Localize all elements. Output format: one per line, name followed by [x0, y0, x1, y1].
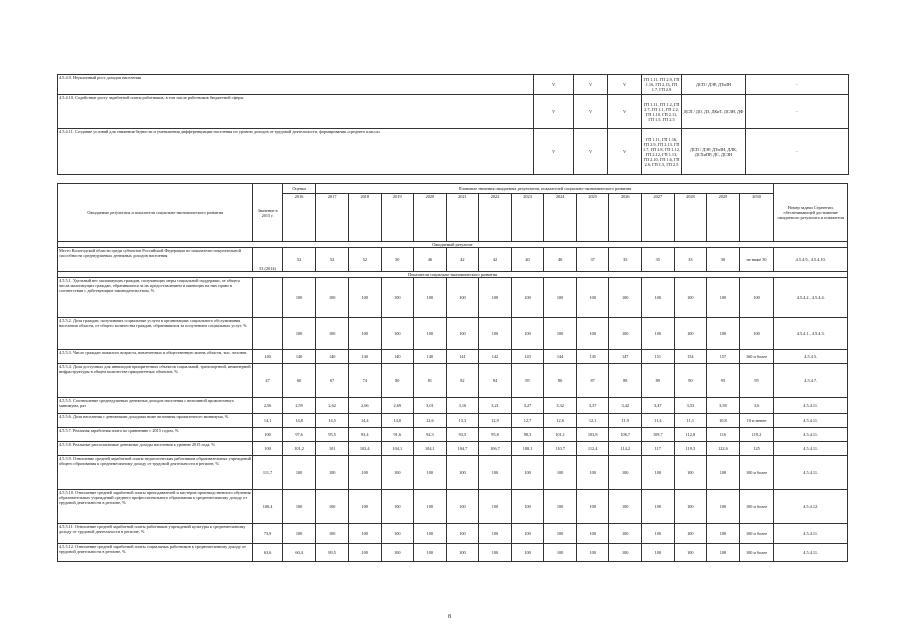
page-number: 8 — [448, 614, 451, 620]
check-mark: V — [574, 75, 608, 95]
year-value: 101 — [316, 442, 349, 456]
year-header: 2025 — [576, 194, 609, 242]
table-row — [58, 442, 848, 456]
indicator-label: 4.5.5.9. Отношение средней заработной платы педагогических работников образовательных учреждений общего образования к среднемесячному доходу от трудовой деятельности в регионе, % — [58, 456, 253, 490]
year-value: 2,69 — [381, 398, 414, 414]
year-value: 157 — [707, 350, 740, 364]
year-value: 100 — [674, 490, 707, 524]
year-value: 2,59 — [282, 398, 316, 414]
year-value: 119,2 — [739, 428, 774, 442]
year-header: 2027 — [642, 194, 675, 242]
table-row — [58, 364, 848, 398]
year-value: 119,3 — [674, 442, 707, 456]
year-value: 140 — [316, 350, 349, 364]
year-value: 60 — [282, 364, 316, 398]
year-value: 110,7 — [544, 442, 577, 456]
year-value: 3,37 — [576, 398, 609, 414]
indicator-label: 4.5.5.12. Отношение средней заработной платы социальных работников к среднемесячному доходу от трудовой деятельности в регионе, % — [58, 544, 253, 562]
year-value: 109,7 — [642, 428, 675, 442]
year-value: 140 — [282, 350, 316, 364]
year-value: 100 — [642, 544, 675, 562]
year-value: 100 — [707, 278, 740, 318]
year-value: 12,6 — [544, 414, 577, 428]
year-value: 100 — [479, 524, 512, 544]
indicator-label: 4.5.5.10. Отношение средней заработной платы преподавателей и мастеров производственного обучения образовательных учреждений среднего профессионального образования к среднемесячному доходу от трудовой деятельности в регионе, % — [58, 490, 253, 524]
year-value: 100 — [576, 544, 609, 562]
year-value: 100 — [282, 318, 316, 350]
year-value: 100 — [544, 278, 577, 318]
year-header: 2017 — [316, 194, 349, 242]
base-value: 73,9 — [253, 524, 282, 544]
year-value: 3,16 — [446, 398, 479, 414]
year-value: 140 — [414, 350, 447, 364]
year-value: 100 — [544, 544, 577, 562]
year-value: 100 — [282, 278, 316, 318]
task-number: 4.5.4.11. — [774, 428, 848, 442]
year-value: 100 — [674, 278, 707, 318]
year-value: 40 — [544, 248, 577, 272]
year-value: 106,7 — [609, 428, 642, 442]
year-value: 102,4 — [348, 442, 381, 456]
year-value: 100 — [316, 490, 349, 524]
indicators-table — [57, 183, 848, 562]
task-number: 4.5.4.7. — [774, 364, 848, 398]
year-value: 95,5 — [316, 428, 349, 442]
year-value: 100 — [609, 456, 642, 490]
year-value: 33 — [674, 248, 707, 272]
year-value: 100 — [479, 318, 512, 350]
year-value: 100 — [642, 524, 675, 544]
year-value: 52 — [348, 248, 381, 272]
year-value: 114,2 — [609, 442, 642, 456]
year-value: 100 — [348, 278, 381, 318]
indicator-label: 4.5.5.5. Соотношение среднедушевых денежных доходов населения с величиной прожиточного минимума, раз — [58, 398, 253, 414]
year-value: 100 — [576, 278, 609, 318]
year-value: 100 — [674, 524, 707, 544]
base-value: 63,6 — [253, 544, 282, 562]
table-row — [58, 278, 848, 318]
year-value: 90 — [674, 364, 707, 398]
table-row — [58, 428, 848, 442]
year-value: 35 — [642, 248, 675, 272]
indicator-label: 4.5.5.7. Реальная заработная плата по сравнению с 2015 годом, % — [58, 428, 253, 442]
year-value: 140 — [381, 350, 414, 364]
base-value: 2,56 — [253, 398, 282, 414]
year-value: 100 — [479, 456, 512, 490]
year-value: 100 — [381, 456, 414, 490]
year-value: 100 — [348, 456, 381, 490]
year-value: 100 — [479, 490, 512, 524]
year-value: 80 — [381, 364, 414, 398]
indicator-label: 4.5.5.4. Доля доступных для инвалидов приоритетных объектов социальной, транспортной, инженерной инфраструктуры в общем количестве приоритетных объектов, % — [58, 364, 253, 398]
check-mark: V — [534, 129, 574, 175]
year-header: 2019 — [381, 194, 414, 242]
year-value: 52 — [282, 248, 316, 272]
task-number: 4.5.4.11. — [774, 414, 848, 428]
year-value: 100 — [414, 318, 447, 350]
executors: ДСП / ДО, ДЗ, ДКиТ, ДСЗН, ДФ — [682, 95, 746, 129]
indicator-label: 4.5.5.3. Число граждан пожилого возраста, вовлеченных в общественную жизнь области, тыс. человек — [58, 350, 253, 364]
year-value: 82 — [446, 364, 479, 398]
base-value: 100 — [253, 428, 282, 442]
year-value: 100 — [316, 318, 349, 350]
goal-text: 4.5.4.9. Неуклонный рост доходов населения — [58, 75, 534, 95]
year-value: 144 — [544, 350, 577, 364]
year-value: 91,6 — [381, 428, 414, 442]
section-indicators: Показатели социально-экономического развития — [58, 272, 848, 278]
check-mark: V — [608, 75, 642, 95]
year-value: 100 — [446, 278, 479, 318]
indicator-label: 4.5.5.1. Удельный вес малоимущих граждан, получающих меры социальной поддержки, от общего числа малоимущих граждан, обратившихся за их предоставлением и имеющих на них право в соответствии с действующим законодательством, % — [58, 278, 253, 318]
table-row — [58, 490, 848, 524]
year-value: 100 — [739, 278, 774, 318]
year-value: 154 — [674, 350, 707, 364]
goal-row — [58, 129, 849, 175]
base-value: 14,1 — [253, 414, 282, 428]
year-value: 100 — [282, 456, 316, 490]
year-header: 2018 — [348, 194, 381, 242]
year-value: 100 — [544, 490, 577, 524]
task-dash: - — [746, 129, 849, 175]
table-row — [58, 524, 848, 544]
year-value: 74 — [348, 364, 381, 398]
year-value: 10,8 — [707, 414, 740, 428]
year-value: 98,3 — [511, 428, 544, 442]
year-value: 100 и более — [739, 524, 774, 544]
year-value: 100 — [446, 318, 479, 350]
goal-text: 4.5.4.11. Создание условий для снижения бедности и уменьшения дифференциации населения по уровню доходов от трудовой деятельности, формирования «среднего класса» — [58, 129, 534, 175]
base-value: 100,4 — [253, 490, 282, 524]
year-value: 100 — [446, 544, 479, 562]
year-value: 104,1 — [414, 442, 447, 456]
year-value: 100 — [674, 544, 707, 562]
year-value: 100 — [642, 278, 675, 318]
year-value: 100 — [707, 544, 740, 562]
year-value: 35 — [609, 248, 642, 272]
year-value: 100 и более — [739, 544, 774, 562]
year-value: 10 и менее — [739, 414, 774, 428]
goal-row — [58, 95, 849, 129]
year-value: 100 — [707, 456, 740, 490]
year-value: 52 — [316, 248, 349, 272]
year-value: 3,53 — [674, 398, 707, 414]
check-mark: V — [608, 95, 642, 129]
year-value: 11,1 — [674, 414, 707, 428]
table-row — [58, 456, 848, 490]
year-value: 3,47 — [642, 398, 675, 414]
year-value: 108,1 — [511, 442, 544, 456]
year-value: 101,1 — [544, 428, 577, 442]
year-value: 100 — [544, 524, 577, 544]
year-header: 2024 — [544, 194, 577, 242]
year-value: 100 — [381, 524, 414, 544]
year-value: 2,62 — [316, 398, 349, 414]
year-value: 100 — [511, 318, 544, 350]
year-header: 2020 — [414, 194, 447, 242]
program-list: ГП 1.11, ГП 1.2, ГП 2.7, ГП 1.1, ГП 2.2, ГП 1.10, ГП 2.11, ГП 1.5, ГП 2.5 — [642, 95, 682, 129]
task-number: 4.5.4.1., 4.5.4.3. — [774, 318, 848, 350]
year-value: 100 — [642, 456, 675, 490]
check-mark: V — [534, 75, 574, 95]
year-value: 100 — [609, 544, 642, 562]
year-value: 100 — [381, 318, 414, 350]
year-value: 140 — [348, 350, 381, 364]
year-value: 95,8 — [479, 428, 512, 442]
year-value: 100 — [446, 456, 479, 490]
year-value: 14,0 — [381, 414, 414, 428]
year-value: 100 — [674, 318, 707, 350]
year-value: 92,3 — [414, 428, 447, 442]
check-mark: V — [574, 95, 608, 129]
year-header: 2030 — [739, 194, 774, 242]
year-value: 89 — [642, 364, 675, 398]
year-value: 30 — [707, 248, 740, 272]
year-header: 2022 — [479, 194, 512, 242]
year-value: 101,2 — [282, 442, 316, 456]
base-value — [253, 278, 282, 318]
year-value: 100 — [381, 544, 414, 562]
year-value: 14,5 — [316, 414, 349, 428]
check-mark: V — [534, 95, 574, 129]
year-value: 104,1 — [381, 442, 414, 456]
task-number: 4.5.4.11. — [774, 524, 848, 544]
year-header: 2028 — [674, 194, 707, 242]
year-value: 100 — [707, 318, 740, 350]
task-number: 4.5.4.11. — [774, 398, 848, 414]
section-expected: Ожидаемый результат — [58, 242, 848, 248]
year-value: 100 — [576, 524, 609, 544]
header-indicator: Ожидаемые результаты и показатели социально-экономического развития — [58, 184, 253, 242]
year-value: 100 — [707, 490, 740, 524]
year-value: 100 — [674, 456, 707, 490]
year-value: 100 — [316, 456, 349, 490]
header-task-number: Номер задачи Стратегии, обеспечивающей достижение ожидаемого результата и показателя — [774, 184, 848, 242]
base-value: 53 (2014) — [253, 248, 282, 272]
year-value: 3,32 — [544, 398, 577, 414]
year-value: 100 — [414, 490, 447, 524]
year-value: 3,42 — [609, 398, 642, 414]
year-value: 3,01 — [414, 398, 447, 414]
table-row — [58, 414, 848, 428]
check-mark: V — [608, 129, 642, 175]
table-row — [58, 318, 848, 350]
goal-text: 4.5.4.10. Содействие росту заработной платы работников, в том числе работников бюджетной сферы — [58, 95, 534, 129]
year-value: 100 — [609, 278, 642, 318]
year-value: 88 — [609, 364, 642, 398]
year-value: 100 — [544, 318, 577, 350]
year-value: 100 — [348, 544, 381, 562]
year-value: 100 — [316, 524, 349, 544]
executors: ДСП / ДЭР, ДТиЗН, ДЛК, ДСХиПР, ДС, ДСЗН — [682, 129, 746, 175]
year-value: 125 — [739, 442, 774, 456]
year-value: 97,6 — [282, 428, 316, 442]
base-value: 111,7 — [253, 456, 282, 490]
year-value: 100 — [348, 490, 381, 524]
year-value: 95 — [739, 364, 774, 398]
year-value: 112,8 — [674, 428, 707, 442]
year-value: 100 и более — [739, 490, 774, 524]
table-row — [58, 350, 848, 364]
year-value: 100 — [511, 524, 544, 544]
year-value: 100 — [511, 456, 544, 490]
base-value: 140 — [253, 350, 282, 364]
year-value: 11,4 — [642, 414, 675, 428]
year-value: 100 — [576, 456, 609, 490]
header-planned: Плановые значения ожидаемых результатов, показателей социально-экономического развития — [316, 184, 774, 194]
base-value — [253, 318, 282, 350]
year-value: 100 — [511, 490, 544, 524]
year-value: 100 — [446, 490, 479, 524]
year-value: 100 — [348, 524, 381, 544]
task-number: 4.5.4.5. — [774, 350, 848, 364]
table-row — [58, 544, 848, 562]
goals-table — [57, 74, 849, 175]
year-value: 81 — [414, 364, 447, 398]
indicator-label: Место Вологодской области среди субъектов Российской Федерации по показателю покупательной способности среднедушевых денежных доходов населения — [58, 248, 253, 272]
header-estimate: Оценка — [282, 184, 316, 194]
base-value: 47 — [253, 364, 282, 398]
year-value: 86 — [544, 364, 577, 398]
indicator-label: 4.5.5.11. Отношение средней заработной платы работников учреждений культуры к среднемесячному доходу от трудовой деятельности в регионе, % — [58, 524, 253, 544]
year-value: 100 — [739, 318, 774, 350]
year-value: 106,7 — [479, 442, 512, 456]
year-value: 3,21 — [479, 398, 512, 414]
year-value: 103,8 — [576, 428, 609, 442]
table-row — [58, 398, 848, 414]
year-value: 93 — [707, 364, 740, 398]
year-value: 104,7 — [446, 442, 479, 456]
program-list: ГП 1.11, ГП 2.9, ГП 1.16, ГП 2.13, ГП 1.7, ГП 2.8 — [642, 75, 682, 95]
year-value: 100 — [609, 318, 642, 350]
base-value: 100 — [253, 442, 282, 456]
year-value: 14,8 — [282, 414, 316, 428]
program-list: ГП 1.11, ГП 1.16, ГП 2.9, ГП 2.13, ГП 1.7, ГП 2.8, ГП 1.12, ГП 2.12, ГП 1.13, ГП 2.10, ГП 1.6, ГП 2.6, ГП 1.5, ГП 2.5 — [642, 129, 682, 175]
year-value: 40 — [511, 248, 544, 272]
indicator-label: 4.5.5.6. Доля населения с денежными доходами ниже величины прожиточного минимума, % — [58, 414, 253, 428]
year-value: 117 — [642, 442, 675, 456]
year-header: 2029 — [707, 194, 740, 242]
year-value: 100 — [414, 278, 447, 318]
table-row — [58, 248, 848, 272]
year-header: 2021 — [446, 194, 479, 242]
year-value: 93,4 — [348, 428, 381, 442]
header-row — [58, 184, 848, 194]
year-value: 100 — [642, 490, 675, 524]
year-value: 42 — [479, 248, 512, 272]
year-value: 46 — [414, 248, 447, 272]
year-header: 2023 — [511, 194, 544, 242]
year-value: 3,6 — [739, 398, 774, 414]
task-dash: - — [746, 75, 849, 95]
year-value: 100 — [511, 544, 544, 562]
year-value: 100 — [282, 524, 316, 544]
year-value: 100 и более — [739, 456, 774, 490]
task-number: 4.5.4.9., 4.5.4.10. — [774, 248, 848, 272]
year-value: 2,66 — [348, 398, 381, 414]
year-value: 85 — [511, 364, 544, 398]
year-value: 42 — [446, 248, 479, 272]
year-value: 100 — [576, 318, 609, 350]
year-value: 12,1 — [576, 414, 609, 428]
year-header: 2026 — [609, 194, 642, 242]
year-value: 93,5 — [446, 428, 479, 442]
indicator-label: 4.5.5.2. Доля граждан, получивших социальные услуги в организациях социального обслуживания населения области, от общего количества граждан, обратившихся за получением социальных услуг, % — [58, 318, 253, 350]
header-value-2015: Значение в 2015 г. — [253, 184, 282, 242]
year-value: 100 — [609, 490, 642, 524]
task-number: 4.5.4.12. — [774, 490, 848, 524]
year-value: 67 — [316, 364, 349, 398]
year-value: 122,6 — [707, 442, 740, 456]
year-value: 100 — [479, 544, 512, 562]
check-mark: V — [574, 129, 608, 175]
year-value: 100 — [642, 318, 675, 350]
year-value: 100 — [707, 524, 740, 544]
year-value: 143 — [511, 350, 544, 364]
year-value: 87 — [576, 364, 609, 398]
year-value: 100 — [348, 318, 381, 350]
year-value: 100 — [609, 524, 642, 544]
year-value: 100 — [282, 490, 316, 524]
task-number: 4.5.4.11. — [774, 442, 848, 456]
year-value: 151 — [642, 350, 675, 364]
year-value: 142 — [479, 350, 512, 364]
goal-row — [58, 75, 849, 95]
year-value: 145 — [576, 350, 609, 364]
task-dash: - — [746, 95, 849, 129]
year-value: 100 — [446, 524, 479, 544]
year-value: 100 — [479, 278, 512, 318]
year-value: 147 — [609, 350, 642, 364]
year-value: 100 — [414, 544, 447, 562]
year-value: 50 — [381, 248, 414, 272]
task-number: 4.5.4.11. — [774, 544, 848, 562]
year-value: 89,5 — [316, 544, 349, 562]
year-value: 13,3 — [446, 414, 479, 428]
year-value: 100 — [544, 456, 577, 490]
year-value: 112,4 — [576, 442, 609, 456]
year-value: 100 — [316, 278, 349, 318]
indicator-label: 4.5.5.8. Реальные располагаемые денежные доходы населения к уровню 2015 года, % — [58, 442, 253, 456]
year-value: 37 — [576, 248, 609, 272]
year-value: 100 — [381, 278, 414, 318]
year-value: 100 — [576, 490, 609, 524]
task-number: 4.5.4.2., 4.5.4.4. — [774, 278, 848, 318]
year-value: 14,4 — [348, 414, 381, 428]
task-number: 4.5.4.11. — [774, 456, 848, 490]
year-value: 84 — [479, 364, 512, 398]
year-value: 12,9 — [479, 414, 512, 428]
year-value: 100 — [511, 278, 544, 318]
year-value: 100 — [414, 524, 447, 544]
year-value: не ниже 30 — [739, 248, 774, 272]
year-value: 12,6 — [414, 414, 447, 428]
year-value: 116 — [707, 428, 740, 442]
year-value: 60,4 — [282, 544, 316, 562]
year-header: 2016 — [282, 194, 316, 242]
year-value: 12,7 — [511, 414, 544, 428]
year-value: 160 и более — [739, 350, 774, 364]
year-value: 3,27 — [511, 398, 544, 414]
year-value: 141 — [446, 350, 479, 364]
year-value: 3,58 — [707, 398, 740, 414]
year-value: 11,9 — [609, 414, 642, 428]
year-value: 100 — [414, 456, 447, 490]
executors: ДСП / ДЭР, ДТиЗН — [682, 75, 746, 95]
year-value: 100 — [381, 490, 414, 524]
